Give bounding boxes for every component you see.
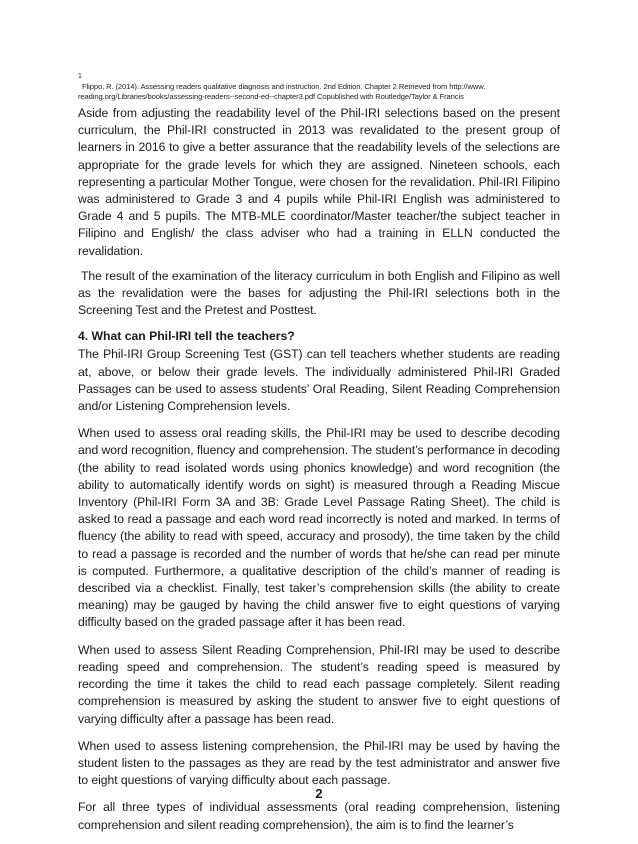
footnote [78,82,560,102]
section-heading: 4. What can Phil-IRI tell the teachers? [78,329,295,344]
footnote-number: 1 [78,73,82,80]
paragraph-result: The result of the examination of the literacy curriculum in both English and Filipino as well as the revalidation were the bases for adjusting the Phil-IRI selections both in the Screening Test and the Pretest and Posttest. [78,268,560,318]
paragraph-gst: The Phil-IRI Group Screening Test (GST) can tell teachers whether students are reading at, above, or below their grade levels. The individually administered Phil-IRI Graded Passages can be used to assess students’ Oral Reading, Silent Reading Comprehension and/or Listening Comprehension levels. [78,347,560,414]
paragraph-listening: When used to assess listening comprehension, the Phil-IRI may be used by having the student listen to the passages as they are read by the test administrator and answer five to eight questions of varying difficulty about each passage. [78,738,560,788]
page-number: 2 [315,786,323,801]
footnote-line-1: Flippo, R. (2014). Assessing readers qualitative diagnosis and instruction. 2nd Edition. Chapter 2 Retrieved from http://www. [82,82,486,91]
footnote-line-2: reading.org/Libraries/books/assessing-readers--second-ed--chapter3.pdf Copublished with Routledge/Taylor & Francis [78,92,464,101]
document-page [78,72,560,844]
paragraph-oral-reading: When used to assess oral reading skills, the Phil-IRI may be used to describe decoding and word recognition, fluency and comprehension. The student’s performance in decoding (the ability to read isolated words using phonics knowledge) and word recognition (the ability to automatically identify words on sight) is measured through a Reading Miscue Inventory (Phil-IRI Form 3A and 3B: Grade Level Passage Rating Sheet). The child is asked to read a passage and each word read incorrectly is noted and marked. In terms of fluency (the ability to read with speed, accuracy and prosody), the time taken by the child to read a passage is recorded and the number of words that he/she can read per minute is computed. Furthermore, a qualitative description of the child’s manner of reading is described via a checklist. Finally, test taker’s comprehension skills (the ability to create meaning) may be gauged by having the child answer five to eight questions of varying difficulty based on the graded passage after it has been read. [78,426,560,630]
paragraph-silent-reading: When used to assess Silent Reading Comprehension, Phil-IRI may be used to describe reading speed and comprehension. The student’s reading speed is measured by recording the time it takes the child to read each passage completely. Silent reading comprehension is measured by asking the student to answer five to eight questions of varying difficulty after a passage has been read. [78,642,560,726]
paragraph-revalidation: Aside from adjusting the readability level of the Phil-IRI selections based on the present curriculum, the Phil-IRI constructed in 2013 was revalidated to the present group of learners in 2016 to give a better assurance that the readability levels of the selections are appropriate for the grade levels for which they are assigned. Nineteen schools, each representing a particular Mother Tongue, were chosen for the revalidation. Phil-IRI Filipino was administered to Grade 3 and 4 pupils while Phil-IRI English was administered to Grade 4 and 5 pupils. The MTB-MLE coordinator/Master teacher/the subject teacher in Filipino and English/ the class adviser who had a training in ELLN conducted the revalidation. [78,106,560,258]
paragraph-all-three: For all three types of individual assessments (oral reading comprehension, listening comprehension and silent reading comprehension), the aim is to find the learner’s [78,800,560,832]
